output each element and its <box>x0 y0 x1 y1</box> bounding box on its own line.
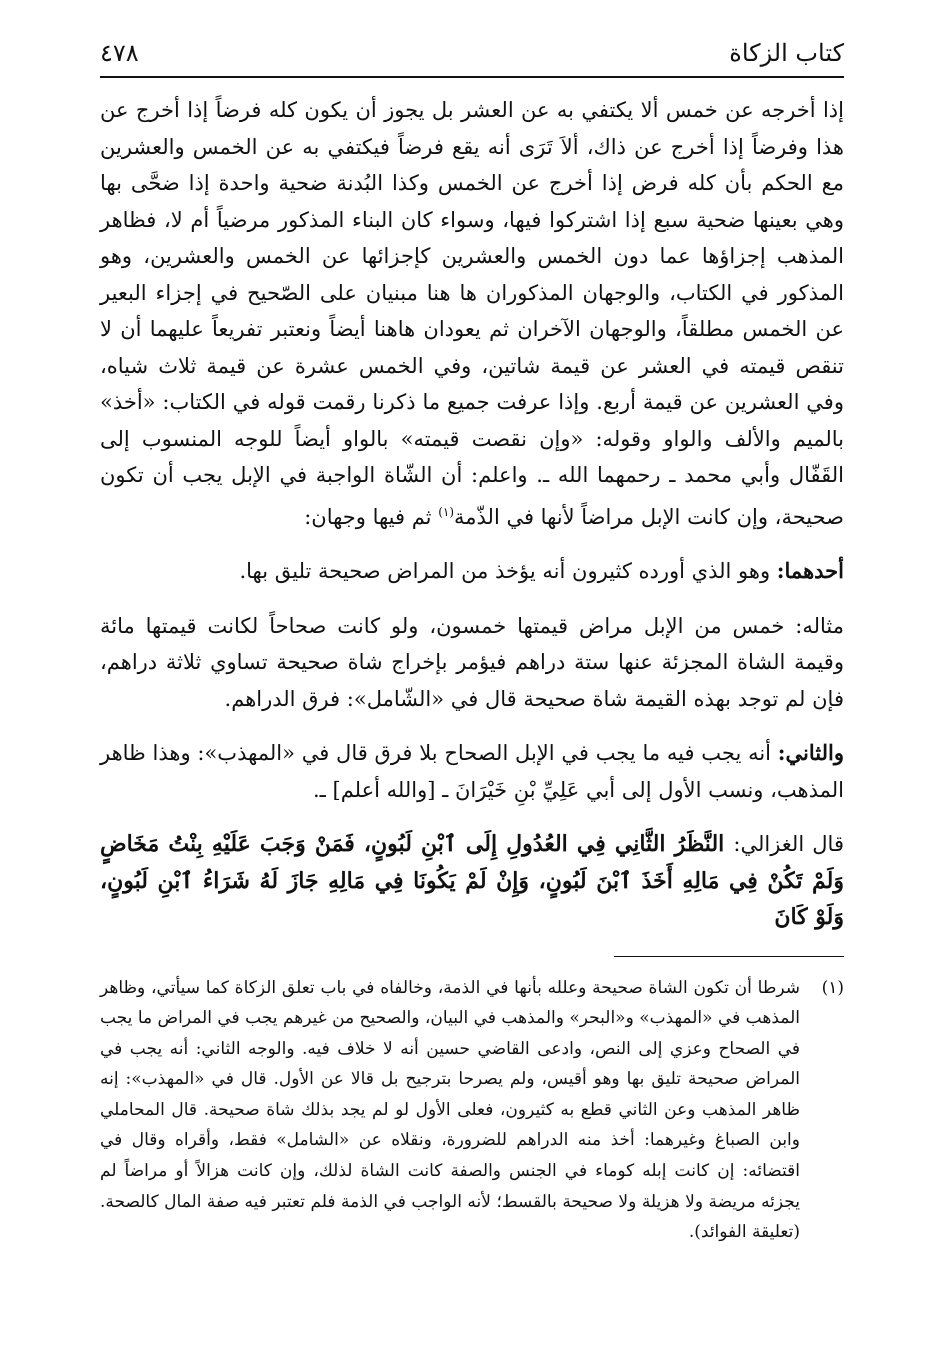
footnote-divider <box>614 956 844 957</box>
first-view-text: وهو الذي أورده كثيرون أنه يؤخذ من المراض صحيحة تليق بها. <box>239 559 777 583</box>
paragraph-commentary-text: إذا أخرجه عن خمس ألا يكتفي به عن العشر بل يجوز أن يكون كله فرضاً إذا أخرج عن هذا وفرضاً إذا أخرج عن ذاك، ألاَ تَرَى أنه يقع فرضاً فيكتفي به عن الخمس والعشرين مع الحكم بأن كله فرض إذا أخرج عن الخمس وكذا البُدنة ضحية واحدة إذا ضحَّى بها وهي بعينها ضحية سبع إذا اشتركوا فيها، وسواء كان البناء المذكور مرضياً أم لا، فظاهر المذهب إجزاؤها عما دون الخمس والعشرين كإجزائها عن الخمس والعشرين، وهو المذكور في الكتاب، والوجهان المذكوران ها هنا مبنيان على الصّحيح في إجزاء البعير عن الخمس مطلقاً، والوجهان الآخران ثم يعودان هاهنا أيضاً ونعتبر تفريعاً عليهما أن لا تنقص قيمته في العشر عن قيمة شاتين، وفي الخمس عشرة عن قيمة ثلاث شياه، وفي العشرين عن قيمة أربع. وإذا عرفت جميع ما ذكرنا رقمت قوله في الكتاب: «أخذ» بالميم والألف والواو وقوله: «وإن نقصت قيمته» بالواو أيضاً للوجه المنسوب إلى القَفّال وأبي محمد ـ رحمهما الله ـ. واعلم: أن الشّاة الواجبة في الإبل يجب أن تكون صحيحة، وإن كانت الإبل مراضاً لأنها في الذّمة <box>100 98 844 529</box>
paragraph-second-view <box>100 735 844 808</box>
ghazali-speaker: قال الغزالي: <box>733 832 844 856</box>
paragraph-example: مثاله: خمس من الإبل مراض قيمتها خمسون، ولو كانت صحاحاً لكانت قيمتها مائة وقيمة الشاة المجزئة عنها ستة دراهم فيؤمر بإخراج شاة صحيحة تساوي ثلاثة دراهم، فإن لم توجد بهذه القيمة شاة صحيحة قال في «الشّامل»: فرق الدراهم. <box>100 613 844 711</box>
book-title: كتاب الزكاة <box>729 39 844 67</box>
second-view-text: أنه يجب فيه ما يجب في الإبل الصحاح بلا فرق قال في «المهذب»: وهذا ظاهر المذهب، ونسب الأول إلى أبي عَلِيِّ بْنِ خَيْرَانَ ـ [والله أعلم] ـ. <box>100 741 844 802</box>
book-page <box>100 36 844 1248</box>
paragraph-first-view <box>100 553 844 590</box>
second-view-lead: والثاني: <box>777 740 844 765</box>
ghazali-quote: النَّظَرُ الثَّانِي فِي العُدُولِ إِلَى ٱبْنِ لَبُونٍ، فَمَنْ وَجَبَ عَلَيْهِ بِنْتُ مَخَاضٍ وَلَمْ تَكُنْ فِي مَالِهِ أَخَذَ ٱبْنَ لَبُونٍ، وَإِنْ لَمْ يَكُونَا فِي مَالِهِ جَازَ لَهُ شَرَاءُ ٱبْنِ لَبُونٍ، وَلَوْ كَانَ <box>100 831 844 930</box>
page-number: ٤٧٨ <box>100 39 139 67</box>
footnote <box>100 973 844 1248</box>
paragraph-commentary <box>100 92 844 535</box>
paragraph-commentary-tail: ثم فيها وجهان: <box>304 504 439 529</box>
footnote-text: شرطا أن تكون الشاة صحيحة وعلله بأنها في الذمة، وخالفاه في باب تعلق الزكاة كما سيأتي، وظاهر المذهب في «المهذب» و«البحر» والمذهب في البيان، والصحيح من غيرهم يجب في المراض ما يجب في الصحاح وعزي إلى النص، وادعى القاضي حسين أنه لا خلاف فيه. والوجه الثاني: أنه يجب في المراض صحيحة تليق بها وهو أقيس، ولم يصرحا بترجيح بل قالا عن الأول. قال في «المهذب»: إنه ظاهر المذهب وعن الثاني قطع به كثيرون، فعلى الأول لو لم يجد بذلك شاة صحيحة. قال المحاملي وابن الصباغ وغيرهما: أخذ منه الدراهم للضرورة، ونقلاه عن «الشامل» فقط، وأقراه وقال في اقتضائه: إن كانت إبله كوماء في الجنس والصفة كانت الشاة لذلك، وإن كانت هزالاً أو مراضاً لم يجزئه مريضة ولا هزيلة ولا صحيحة بالقسط؛ لأنه الواجب في الذمة فلم تعتبر فيه صفة المال كالصحة. (تعليقة الفوائد). <box>100 977 800 1243</box>
header-rule <box>100 76 844 78</box>
paragraph-ghazali <box>100 826 844 936</box>
footnote-marker: (١) <box>438 504 455 519</box>
page-header <box>100 36 844 70</box>
main-text <box>100 92 844 936</box>
footnote-number: (١) <box>821 977 844 998</box>
first-view-lead: أحدهما: <box>776 558 844 583</box>
